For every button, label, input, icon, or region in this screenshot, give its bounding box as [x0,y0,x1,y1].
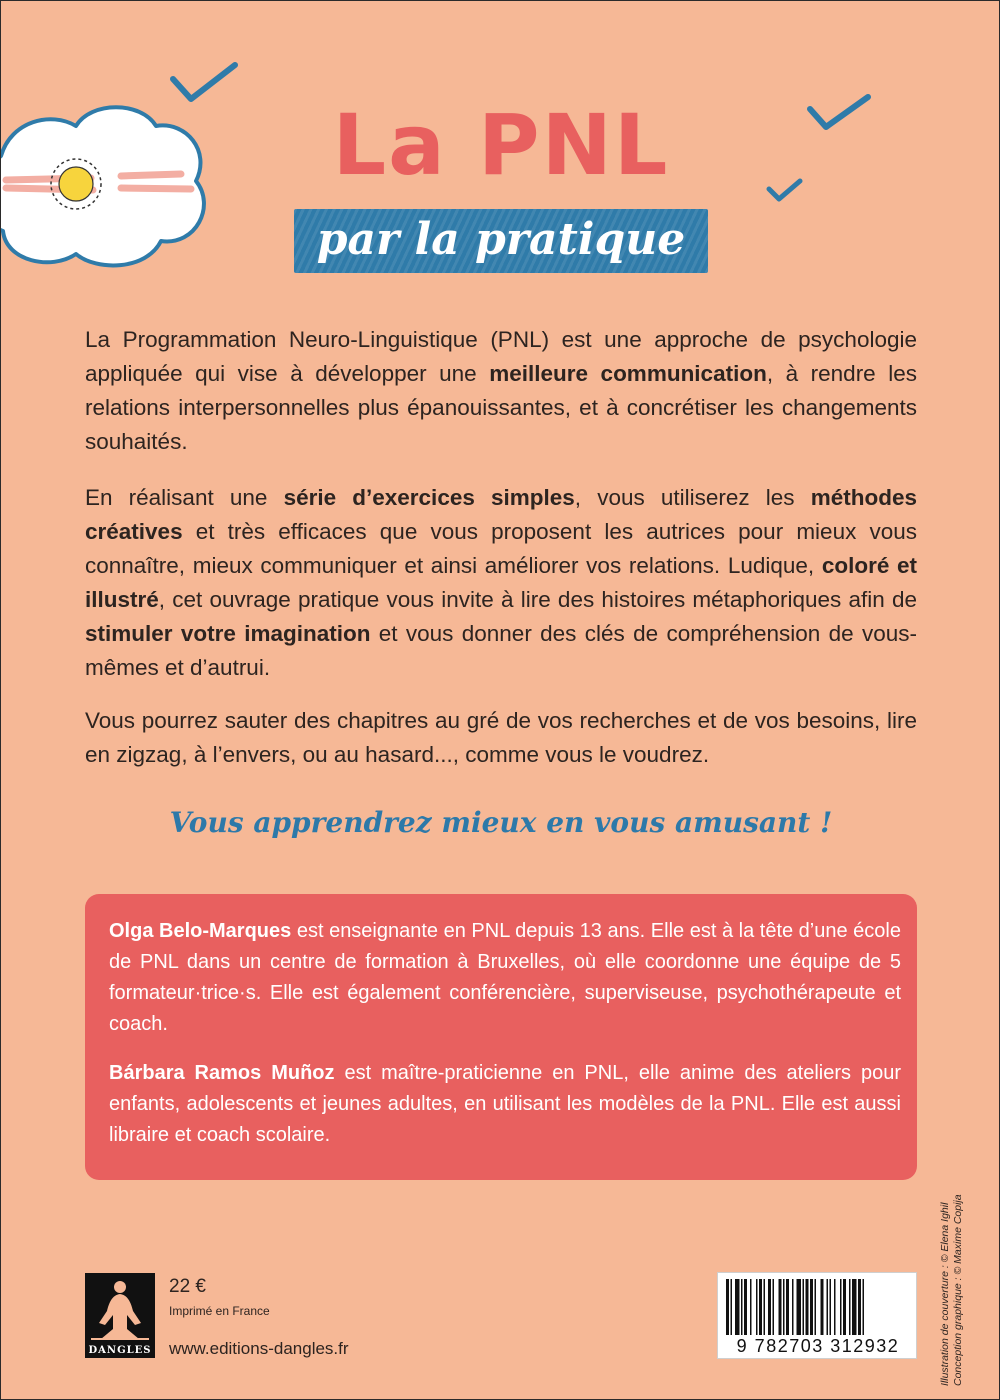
text-run: est enseignante en PNL depuis 13 ans. Elle est à la tête d’une école de PNL dans un centre de formation à Bruxelles, où elle coordonne une équipe de 5 formateur·trice·s. Elle est également conférencière, superviseuse, psychothérapeute et coach. [109,920,901,1035]
description-paragraph [85,704,917,772]
description-paragraph [85,323,917,459]
credits [939,1046,965,1386]
text-run: En réalisant une [85,485,284,510]
barcode-bars [726,1279,910,1335]
bold-text: stimuler votre imagination [85,621,371,646]
slogan: Vous apprendrez mieux en vous amusant ! [169,806,833,839]
credit-illustration: Illustration de couverture : © Elena Ighil [939,1202,951,1386]
text-run: , vous utiliserez les [574,485,811,510]
publisher-website: www.editions-dangles.fr [169,1339,349,1358]
bold-text: meilleure communication [489,361,767,386]
barcode [717,1272,917,1359]
text-run: Vous pourrez sauter des chapitres au gré de vos recherches et de vos besoins, lire en zigzag, à l’envers, ou au hasard..., comme vous le voudrez. [85,708,917,767]
author-bio [109,916,901,1040]
printed-in: Imprimé en France [169,1304,270,1318]
text-run: et très efficaces que vous proposent les autrices pour mieux vous connaître, mieux communiquer et ainsi améliorer vos relations. Ludique, [85,519,917,578]
text-run: La Programmation Neuro-Linguistique (PNL) est une approche de psychologie appliquée qui vise à développer une [85,327,917,386]
publisher-logo-text: DANGLES [85,1344,155,1358]
price: 22 € [169,1276,206,1297]
bold-text: méthodes créatives [85,485,917,544]
author-bio [109,1058,901,1151]
bold-text: Olga Belo-Marques [109,920,292,942]
bold-text: Bárbara Ramos Muñoz [109,1062,335,1084]
authors-box [85,894,917,1180]
description-paragraph [85,481,917,685]
book-subtitle: par la pratique [316,213,686,265]
text-run: , cet ouvrage pratique vous invite à lire des histoires métaphoriques afin de [158,587,917,612]
text-run: est maître-praticienne en PNL, elle anime des ateliers pour enfants, adolescents et jeunes adultes, en utilisant les modèles de la PNL. Elle est aussi libraire et coach scolaire. [109,1062,901,1146]
bold-text: coloré et illustré [85,553,918,612]
book-title: La PNL [332,96,670,194]
text-run: et vous donner des clés de compréhension de vous-mêmes et d’autrui. [85,621,917,680]
isbn-number: 9 782703 312932 [736,1336,900,1356]
text-run: , à rendre les relations interpersonnelles plus épanouissantes, et à concrétiser les changements souhaités. [85,361,917,454]
credit-design: Conception graphique : © Maxime Copija [952,1194,964,1386]
bold-text: série d’exercices simples [283,485,575,510]
publisher-logo [85,1273,155,1358]
